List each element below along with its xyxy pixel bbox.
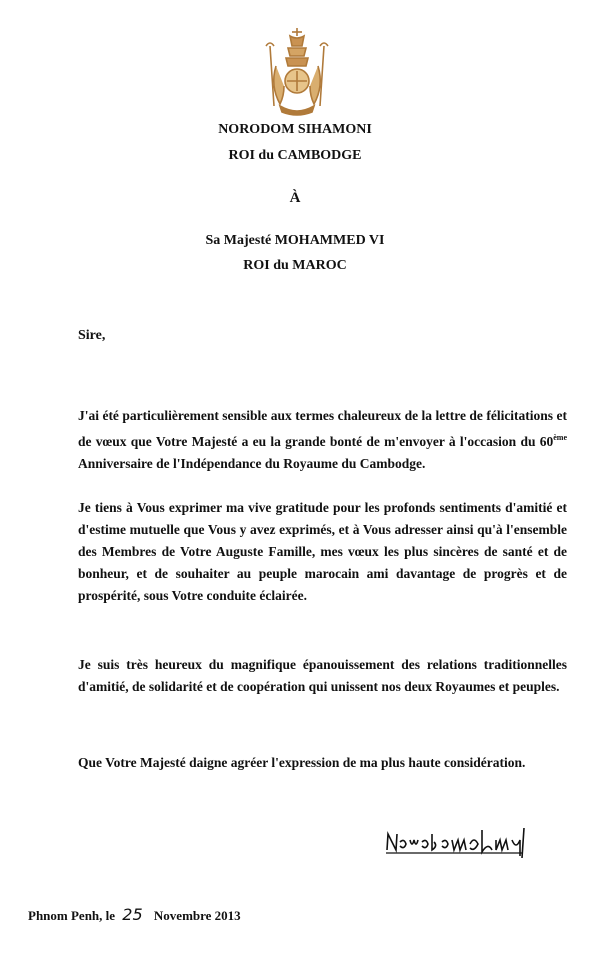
addressee-preposition: À bbox=[289, 190, 301, 206]
royal-emblem-icon bbox=[262, 26, 332, 118]
sender-title: ROI du CAMBODGE bbox=[228, 148, 362, 163]
paragraph-2: Je tiens à Vous exprimer ma vive gratitude pour les profonds sentiments d'amitié et d'estime mutuelle que Vous y avez exprimés, et à Vous adresser ainsi qu'à l'ensemble des Membres de Votre Auguste Famille, mes vœux les plus sincères de santé et de bonheur, et de souhaiter au peuple marocain ami davantage de progrès et de prospérité, sous Votre conduite éclairée. bbox=[78, 500, 567, 603]
month-year: Novembre 2013 bbox=[153, 908, 241, 923]
paragraph-1-text: J'ai été particulièrement sensible aux termes chaleureux de la lettre de félicitations et de vœux que Votre Majesté a eu la grande bonté de m'envoyer à l'occasion du 60 bbox=[78, 408, 567, 449]
place-date bbox=[28, 905, 241, 924]
closing-formula: Que Votre Majesté daigne agréer l'expression de ma plus haute considération. bbox=[78, 755, 526, 770]
salutation: Sire, bbox=[78, 328, 106, 343]
sender-name: NORODOM SIHAMONI bbox=[218, 122, 372, 137]
paragraph-1-text-end: Anniversaire de l'Indépendance du Royaume du Cambodge. bbox=[78, 456, 426, 471]
recipient-title: ROI du MAROC bbox=[243, 258, 347, 273]
place: Phnom Penh, le bbox=[28, 908, 116, 923]
handwritten-signature bbox=[382, 822, 532, 862]
ordinal-suffix: ème bbox=[553, 433, 567, 442]
paragraph-1 bbox=[78, 405, 567, 475]
recipient-name: Sa Majesté MOHAMMED VI bbox=[205, 233, 385, 248]
paragraph-3: Je suis très heureux du magnifique épanouissement des relations traditionnelles d'amitié, de solidarité et de coopération qui unissent nos deux Royaumes et peuples. bbox=[78, 657, 567, 694]
handwritten-day: 25 bbox=[122, 905, 143, 924]
